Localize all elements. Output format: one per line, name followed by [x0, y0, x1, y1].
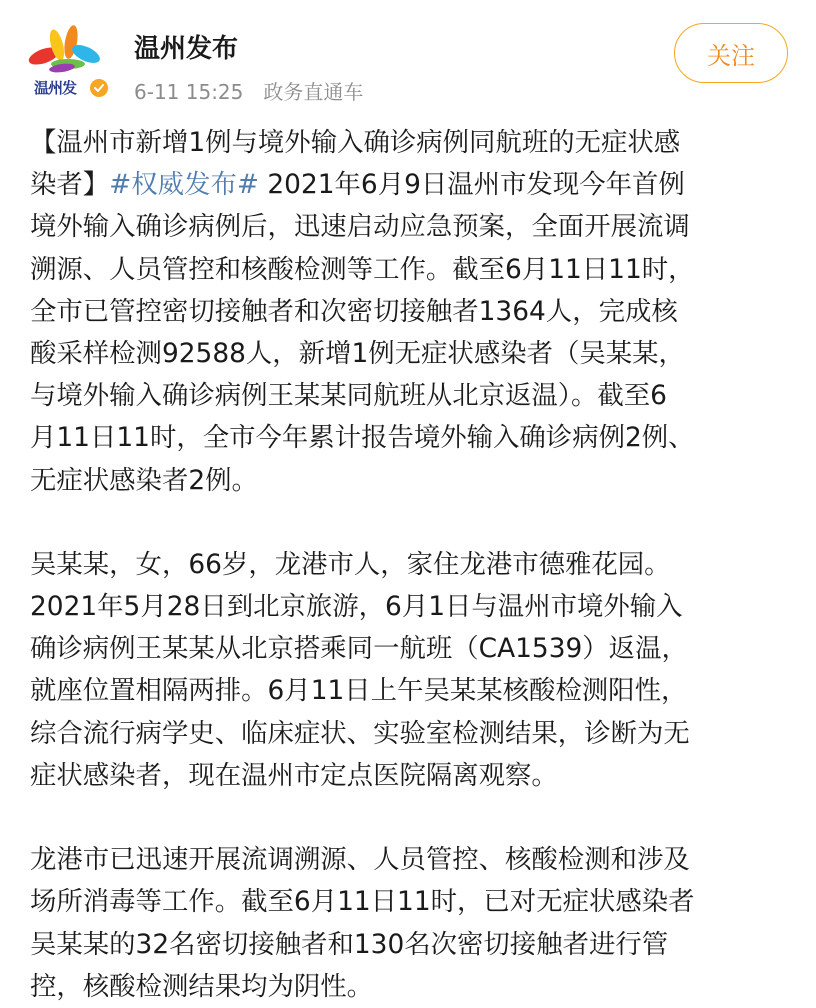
post-content — [30, 122, 790, 1008]
content-line: 就座位置相隔两排。6月11日上午吴某某核酸检测阳性， — [30, 675, 688, 707]
paragraph-break — [30, 797, 790, 839]
hashtag-link[interactable]: #权威发布# — [109, 169, 259, 201]
content-line: 吴某某，女，66岁，龙港市人，家住龙港市德雅花园。 — [30, 548, 671, 580]
content-line: 确诊病例王某某从北京搭乘同一航班（CA1539）返温， — [30, 633, 688, 665]
content-line: 境外输入确诊病例后，迅速启动应急预案，全面开展流调 — [30, 211, 690, 243]
content-line: 症状感染者，现在温州市定点医院隔离观察。 — [30, 759, 558, 791]
verified-badge-icon — [88, 77, 110, 99]
post-header — [0, 0, 816, 118]
paragraph-break — [30, 502, 790, 544]
content-line: 【温州市新增1例与境外输入确诊病例同航班的无症状感 — [30, 127, 681, 158]
avatar[interactable] — [22, 20, 112, 110]
content-text: 2021年6月9日温州市发现今年首例 — [258, 169, 685, 201]
content-line: 综合流行病学史、临床症状、实验室检测结果，诊断为无 — [30, 717, 690, 749]
content-line: 控，核酸检测结果均为阴性。 — [30, 970, 374, 1002]
content-line: 全市已管控密切接触者和次密切接触者1364人，完成核 — [30, 295, 678, 327]
follow-button[interactable]: 关注 — [674, 23, 788, 83]
content-line — [30, 164, 790, 206]
content-line: 无症状感染者2例。 — [30, 464, 258, 496]
post-source: 政务直通车 — [263, 80, 364, 104]
account-name[interactable]: 温州发布 — [134, 34, 239, 64]
content-line: 龙港市已迅速开展流调溯源、人员管控、核酸检测和涉及 — [30, 844, 690, 876]
post-meta — [134, 76, 383, 105]
content-line: 溯源、人员管控和核酸检测等工作。截至6月11日11时， — [30, 253, 695, 285]
content-line: 酸采样检测92588人，新增1例无症状感染者（吴某某， — [30, 337, 685, 369]
content-line: 场所消毒等工作。截至6月11日11时，已对无症状感染者 — [30, 886, 695, 918]
content-line: 2021年5月28日到北京旅游，6月1日与温州市境外输入 — [30, 591, 683, 623]
post-time: 6-11 15:25 — [134, 80, 244, 104]
content-line: 吴某某的32名密切接触者和130名次密切接触者进行管 — [30, 928, 669, 960]
content-line: 与境外输入确诊病例王某某同航班从北京返温）。截至6 — [30, 380, 667, 412]
content-text: 染者】 — [30, 169, 110, 201]
avatar-label: 温州发 — [34, 79, 77, 97]
content-line: 月11日11时，全市今年累计报告境外输入确诊病例2例、 — [30, 422, 695, 454]
